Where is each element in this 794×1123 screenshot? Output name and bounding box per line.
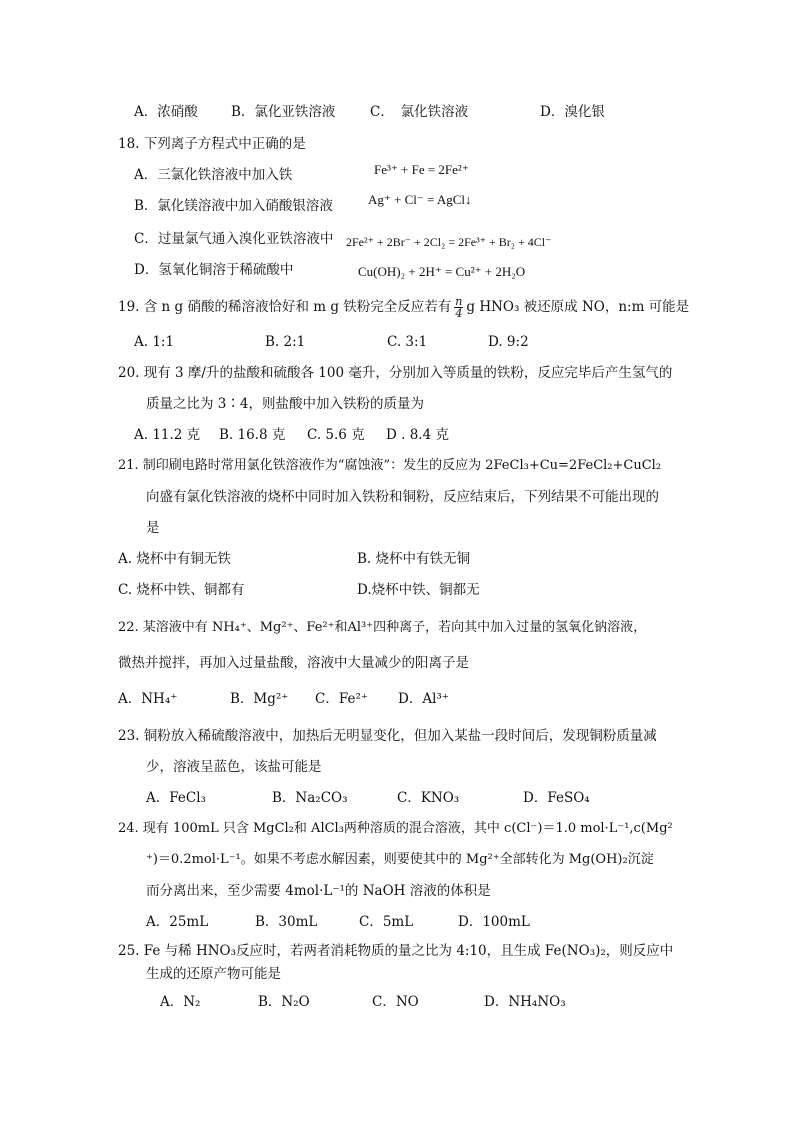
q24-stem-line-3: 而分离出来，至少需要 4mol·L⁻¹的 NaOH 溶液的体积是	[146, 883, 491, 899]
q23-option-c: C．KNO₃	[397, 790, 460, 806]
q18-option-b: B．氯化镁溶液中加入硝酸银溶液	[134, 198, 333, 214]
q24-option-c: C．5mL	[359, 914, 414, 930]
q17-option-c: C． 氯化铁溶液	[370, 104, 469, 120]
q24-stem-line-2: ⁺)＝0.2mol·L⁻¹。如果不考虑水解因素，则要使其中的 Mg²⁺全部转化为 Mg(OH)₂沉淀	[146, 852, 654, 867]
q17-option-b: B．氯化亚铁溶液	[231, 104, 336, 120]
q20-option-d: D . 8.4 克	[386, 427, 449, 443]
q22-stem-line-1: 22. 某溶液中有 NH₄⁺、Mg²⁺、Fe²⁺和Al³⁺四种离子，若向其中加入过量的氢氧化钠溶液，	[118, 620, 647, 635]
q19-option-a: A. 1:1	[134, 334, 175, 350]
q18-option-c: C．过量氯气通入溴化亚铁溶液中	[134, 231, 334, 247]
q21-option-c: C. 烧杯中铁、铜都有	[118, 582, 245, 598]
q18-stem: 18. 下列离子方程式中正确的是	[118, 136, 306, 152]
q18-equation-a: Fe³⁺ + Fe = 2Fe²⁺	[374, 162, 469, 177]
q24-option-b: B．30mL	[255, 914, 318, 930]
q25-option-a: A．N₂	[160, 994, 201, 1010]
q23-option-b: B．Na₂CO₃	[272, 790, 348, 806]
q22-option-a: A．NH₄⁺	[118, 691, 178, 707]
q23-option-d: D．FeSO₄	[523, 790, 590, 806]
q21-stem-line-1: 21. 制印刷电路时常用氯化铁溶液作为“腐蚀液”：发生的反应为 2FeCl₃+Cu=2FeCl₂+CuCl₂	[118, 458, 662, 473]
q18-equation-d: Cu(OH)₂ + 2H⁺ = Cu²⁺ + 2H₂O	[358, 264, 526, 279]
q25-option-d: D．NH₄NO₃	[484, 994, 566, 1010]
q20-stem-line-2: 质量之比为 3∶4，则盐酸中加入铁粉的质量为	[146, 396, 424, 412]
q25-option-c: C．NO	[372, 994, 419, 1010]
q21-stem-line-2: 向盛有氯化铁溶液的烧杯中同时加入铁粉和铜粉，反应结束后，下列结果不可能出现的	[146, 489, 659, 505]
q25-stem-line-1: 25. Fe 与稀 HNO₃反应时，若两者消耗物质的量之比为 4:10，且生成 Fe(NO₃)₂，则反应中	[118, 943, 674, 959]
q23-stem-line-1: 23. 铜粉放入稀硫酸溶液中，加热后无明显变化，但加入某盐一段时间后，发现铜粉质量减	[118, 728, 657, 744]
q19-stem-a: 19. 含 n g 硝酸的稀溶液恰好和 m g 铁粉完全反应若有	[118, 299, 452, 315]
q24-option-a: A．25mL	[146, 914, 209, 930]
q23-option-a: A．FeCl₃	[146, 790, 206, 806]
q24-option-d: D．100mL	[458, 914, 530, 930]
q19-stem-b: g HNO₃ 被还原成 NO，n:m 可能是	[466, 299, 690, 315]
q18-option-a: A．三氯化铁溶液中加入铁	[134, 167, 293, 183]
q19-fraction-numerator: n	[455, 295, 463, 308]
q17-option-a: A．浓硝酸	[134, 104, 198, 120]
q21-option-b: B. 烧杯中有铁无铜	[357, 551, 471, 567]
q21-stem-line-3: 是	[146, 520, 160, 536]
q21-option-a: A. 烧杯中有铜无铁	[118, 551, 231, 567]
q20-option-c: C. 5.6 克	[307, 427, 365, 443]
q22-option-c: C．Fe²⁺	[315, 691, 368, 707]
q18-equation-b: Ag⁺ + Cl⁻ = AgCl↓	[368, 192, 472, 207]
q19-stem	[118, 296, 689, 319]
q22-option-d: D．Al³⁺	[398, 691, 449, 707]
q19-option-b: B. 2:1	[265, 334, 306, 350]
q19-fraction-denominator: 4	[455, 307, 463, 320]
q25-option-b: B．N₂O	[258, 994, 310, 1010]
q20-option-a: A. 11.2 克	[134, 427, 201, 443]
q19-option-c: C. 3:1	[387, 334, 428, 350]
q25-stem-line-2: 生成的还原产物可能是	[146, 966, 281, 982]
q22-stem-line-2: 微热并搅拌，再加入过量盐酸，溶液中大量减少的阳离子是	[118, 655, 469, 671]
q19-fraction	[454, 296, 463, 319]
q23-stem-line-2: 少，溶液呈蓝色，该盐可能是	[146, 759, 322, 775]
q20-option-b: B. 16.8 克	[219, 427, 286, 443]
q20-stem-line-1: 20. 现有 3 摩/升的盐酸和硫酸各 100 毫升，分别加入等质量的铁粉，反应完毕后产生氢气的	[118, 365, 673, 381]
q24-stem-line-1: 24. 现有 100mL 只含 MgCl₂和 AlCl₃两种溶质的混合溶液，其中 c(Cl⁻)＝1.0 mol·L⁻¹,c(Mg²	[118, 821, 673, 836]
q18-equation-c: 2Fe²⁺ + 2Br⁻ + 2Cl₂ = 2Fe³⁺ + Br₂ + 4Cl⁻	[346, 235, 552, 249]
q22-option-b: B．Mg²⁺	[230, 691, 289, 707]
q17-option-d: D．溴化银	[540, 104, 605, 120]
q21-option-d: D.烧杯中铁、铜都无	[357, 582, 480, 598]
q19-option-d: D. 9:2	[488, 334, 529, 350]
q18-option-d: D．氢氧化铜溶于稀硫酸中	[134, 262, 294, 278]
